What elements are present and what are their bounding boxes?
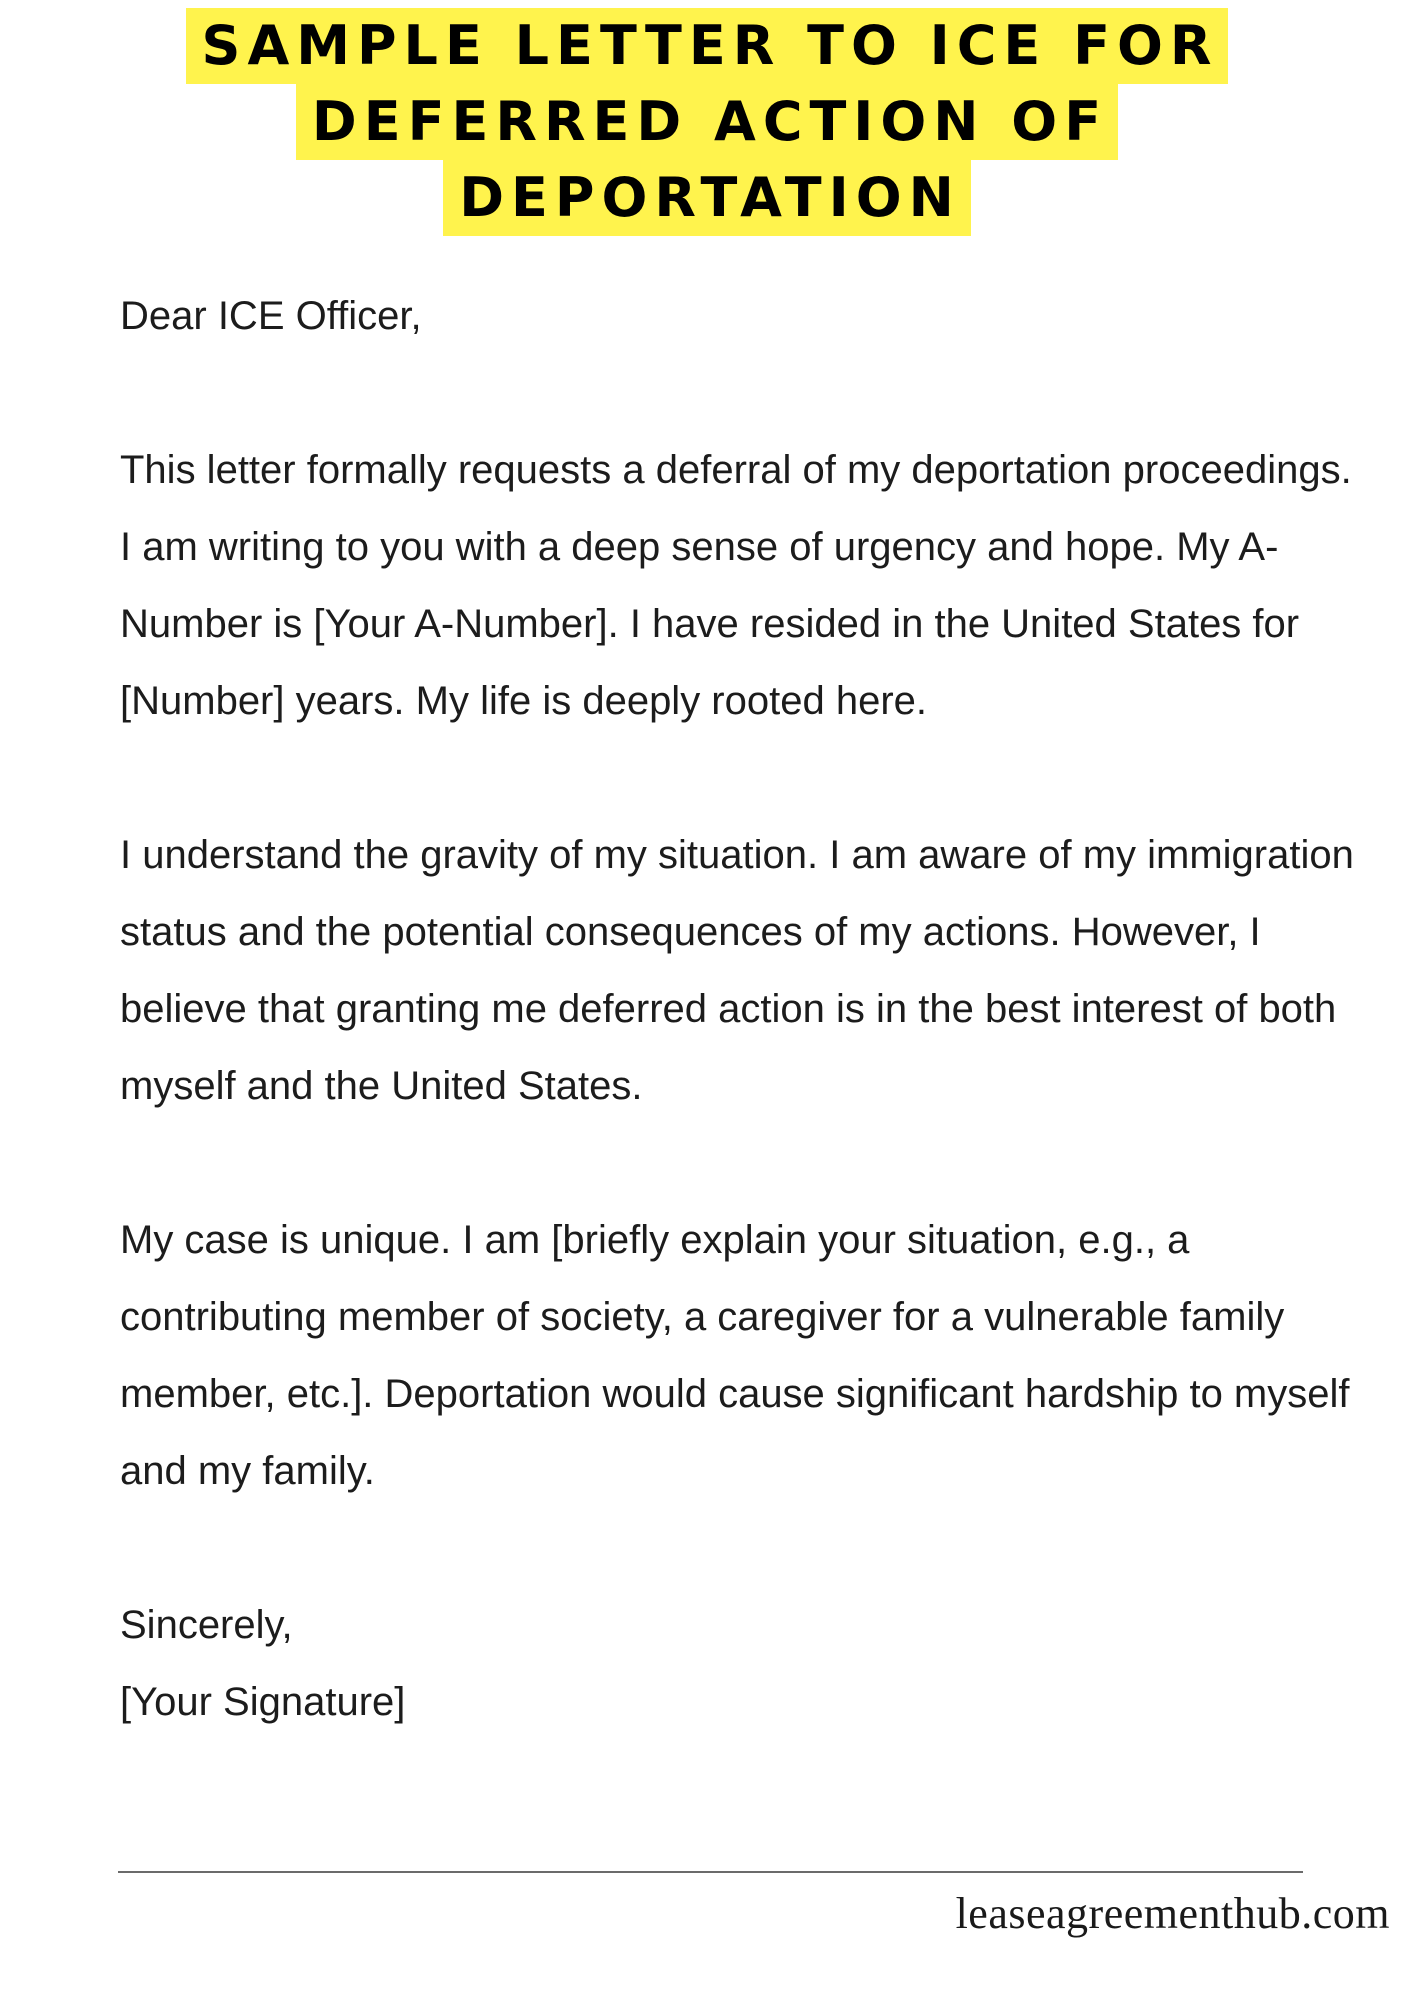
letter-body	[120, 278, 1360, 1741]
title-line-2: DEFERRED ACTION OF	[296, 84, 1118, 160]
title-line-3: DEPORTATION	[443, 160, 971, 236]
document-title	[0, 8, 1414, 236]
title-line-1: SAMPLE LETTER TO ICE FOR	[186, 8, 1229, 84]
paragraph-2: I understand the gravity of my situation. I am aware of my immigration status and the potential consequences of my actions. However, I believe that granting me deferred action is in the best interest of both myself and the United States.	[120, 833, 1354, 1108]
closing: Sincerely,	[120, 1603, 293, 1647]
signature-placeholder: [Your Signature]	[120, 1680, 406, 1724]
paragraph-3: My case is unique. I am [briefly explain your situation, e.g., a contributing member of society, a caregiver for a vulnerable family member, etc.]. Deportation would cause significant hardship to myself and my family.	[120, 1218, 1350, 1493]
salutation: Dear ICE Officer,	[120, 294, 422, 338]
signature-rule	[118, 1871, 1303, 1873]
footer-brand: leaseagreementhub.com	[955, 1889, 1390, 1938]
paragraph-1: This letter formally requests a deferral of my deportation proceedings. I am writing to you with a deep sense of urgency and hope. My A-Number is [Your A-Number]. I have resided in the United States for [Number] years. My life is deeply rooted here.	[120, 448, 1352, 723]
